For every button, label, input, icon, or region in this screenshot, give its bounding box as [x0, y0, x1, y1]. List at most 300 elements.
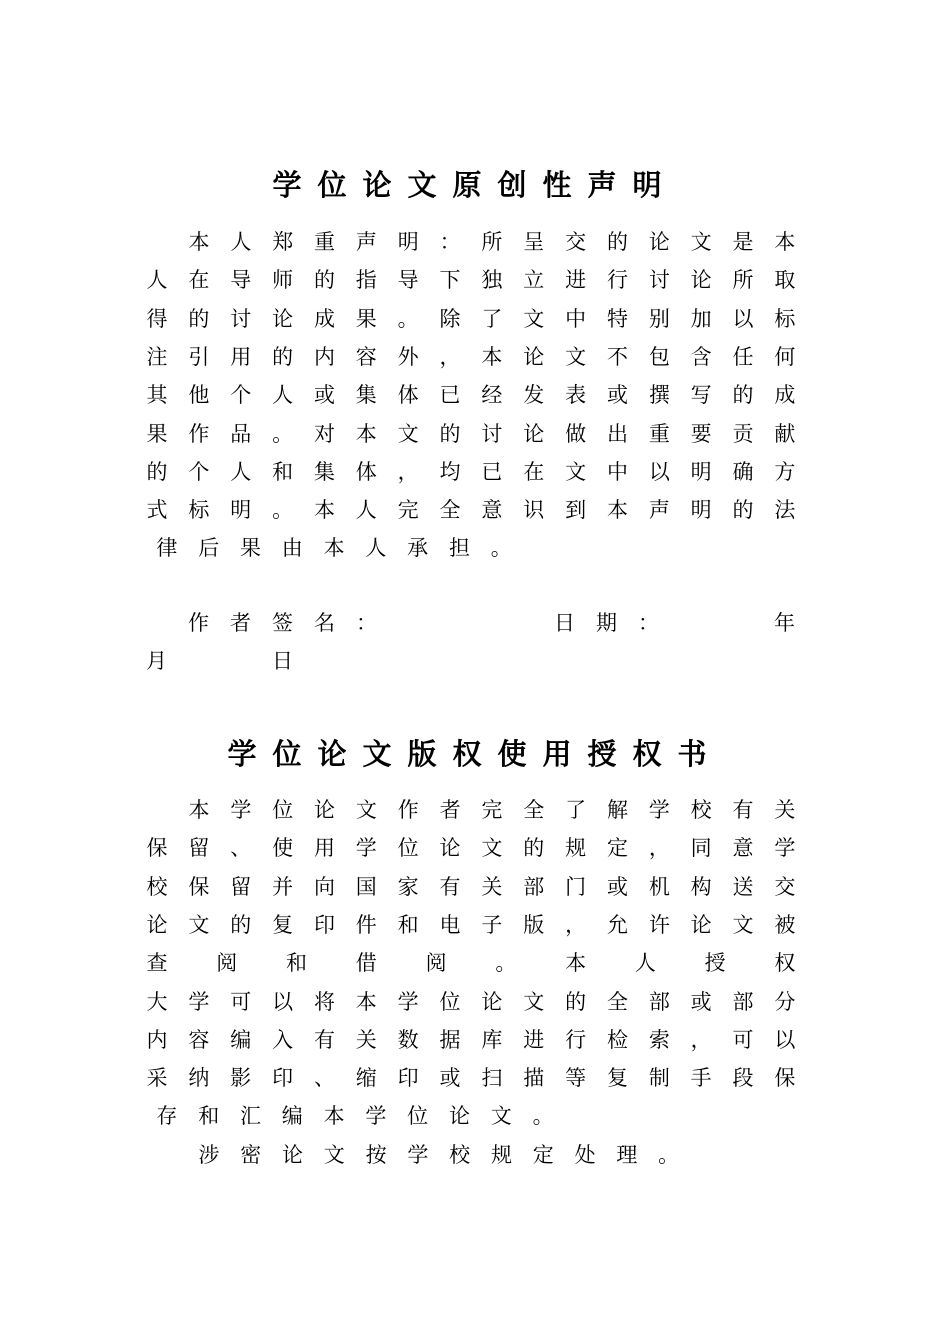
text-char: 文: [355, 798, 377, 822]
text-char: 等: [565, 1066, 587, 1091]
text-char: 入: [272, 1027, 294, 1052]
text-char: 向: [313, 874, 335, 899]
text-char: 意: [481, 498, 503, 523]
text-char: 索: [648, 1027, 670, 1052]
text-char: 律: [156, 536, 178, 561]
text-char: 本: [355, 989, 377, 1014]
text-char: 和: [198, 1104, 220, 1129]
text-char: 下: [439, 268, 461, 293]
text-char: 进: [523, 1027, 545, 1052]
text-char: 阅: [425, 951, 447, 976]
text-char: 可: [732, 1027, 754, 1052]
day-label: 日: [272, 649, 293, 673]
text-char: 标: [188, 498, 210, 523]
text-char: 论: [690, 268, 712, 293]
text-line: [146, 453, 796, 491]
text-char: 人: [146, 268, 168, 293]
text-char: 印: [313, 912, 335, 937]
text-char: 确: [732, 459, 754, 484]
text-char: 学: [774, 836, 796, 861]
text-line: [146, 1021, 796, 1059]
text-char: 使: [272, 836, 294, 861]
text-char: 或: [439, 1066, 461, 1091]
text-char: 同: [690, 836, 712, 861]
text-char: 者: [439, 798, 461, 822]
text-char: 扫: [481, 1066, 503, 1091]
text-char: 体: [355, 459, 377, 484]
text-char: 学: [397, 989, 419, 1014]
originality-statement-title: 学位论文原创性声明: [272, 168, 678, 202]
text-char: 文: [490, 1104, 512, 1129]
text-char: 文: [523, 989, 545, 1014]
text-char: 全: [606, 989, 628, 1014]
text-char: 果: [355, 306, 377, 331]
text-char: 内: [146, 1027, 168, 1052]
text-char: 段: [732, 1066, 754, 1091]
text-char: 完: [481, 798, 503, 822]
text-line: [188, 791, 796, 829]
text-char: 本: [188, 230, 210, 254]
text-char: 以: [774, 1027, 796, 1052]
text-char: 对: [313, 421, 335, 446]
text-char: 留: [188, 836, 210, 861]
text-char: 注: [146, 344, 168, 369]
text-char: 导: [397, 268, 419, 293]
text-char: 的: [146, 459, 168, 484]
text-char: 作: [397, 798, 419, 822]
text-char: 和: [272, 459, 294, 484]
text-char: 本: [188, 798, 210, 822]
text-char: 文: [565, 344, 587, 369]
text-line: [146, 415, 796, 453]
text-char: 外: [397, 344, 419, 369]
text-char: 或: [606, 383, 628, 408]
text-char: 留: [230, 874, 252, 899]
text-char: 论: [439, 836, 461, 861]
text-char: 处: [574, 1142, 596, 1167]
text-char: 独: [481, 268, 503, 293]
text-char: 后: [198, 536, 220, 561]
text-char: 表: [565, 383, 587, 408]
text-char: 的: [565, 989, 587, 1014]
text-char: 采: [146, 1066, 168, 1091]
text-char: 将: [313, 989, 335, 1014]
text-char: 中: [606, 459, 628, 484]
text-char: 关: [481, 874, 503, 899]
text-char: 行: [606, 268, 628, 293]
text-char: 集: [313, 459, 335, 484]
text-char: 的: [606, 230, 628, 254]
text-char: 编: [281, 1104, 303, 1129]
text-char: 解: [606, 798, 628, 822]
text-char: 复: [606, 1066, 628, 1091]
text-char: 集: [355, 383, 377, 408]
text-char: 的: [272, 344, 294, 369]
text-char: 发: [523, 383, 545, 408]
text-char: 借: [355, 951, 377, 976]
text-char: 取: [774, 268, 796, 293]
text-char: 国: [355, 874, 377, 899]
text-char: 学: [230, 798, 252, 822]
text-char: 论: [448, 1104, 470, 1129]
text-char: 方: [774, 459, 796, 484]
text-char: 得: [146, 306, 168, 331]
text-line: [146, 338, 796, 376]
text-char: 声: [355, 230, 377, 254]
text-char: 门: [565, 874, 587, 899]
text-char: 学: [648, 798, 670, 822]
text-char: 明: [230, 498, 252, 523]
text-char: 或: [690, 989, 712, 1014]
text-char: 所: [481, 230, 503, 254]
text-char: 校: [146, 874, 168, 899]
text-line: [188, 223, 796, 261]
text-char: 经: [481, 383, 503, 408]
text-char: 导: [230, 268, 252, 293]
text-line: [146, 906, 796, 944]
text-char: 编: [230, 1027, 252, 1052]
text-char: 论: [648, 230, 670, 254]
text-char: 或: [606, 874, 628, 899]
text-char: 明: [397, 230, 419, 254]
text-char: 全: [439, 498, 461, 523]
text-char: 和: [397, 912, 419, 937]
text-char: 文: [690, 230, 712, 254]
text-char: 郑: [272, 230, 294, 254]
year-label: 年: [774, 611, 795, 635]
text-char: 据: [439, 1027, 461, 1052]
text-char: 成: [313, 306, 335, 331]
text-char: 以: [732, 306, 754, 331]
text-char: 加: [690, 306, 712, 331]
text-char: 有: [732, 798, 754, 822]
text-char: 的: [313, 268, 335, 293]
text-char: 部: [732, 989, 754, 1014]
text-char: 本: [323, 536, 345, 561]
text-char: 位: [272, 798, 294, 822]
text-char: 论: [523, 344, 545, 369]
text-char: 按: [365, 1142, 387, 1167]
text-char: 的: [188, 306, 210, 331]
text-char: 用: [313, 836, 335, 861]
text-char: 存: [156, 1104, 178, 1129]
text-char: 保: [774, 1066, 796, 1091]
text-char: 文: [188, 912, 210, 937]
text-char: 个: [230, 383, 252, 408]
text-char: 论: [146, 912, 168, 937]
text-char: 贡: [732, 421, 754, 446]
text-char: 式: [146, 498, 168, 523]
text-char: 涉: [198, 1142, 220, 1167]
text-char: 指: [355, 268, 377, 293]
text-char: ，: [565, 912, 587, 937]
text-char: 纳: [188, 1066, 210, 1091]
text-char: 数: [397, 1027, 419, 1052]
text-char: 查: [146, 951, 168, 976]
text-char: 复: [272, 912, 294, 937]
text-char: 汇: [239, 1104, 261, 1129]
text-char: 讨: [481, 421, 503, 446]
text-char: 构: [690, 874, 712, 899]
text-char: 的: [523, 836, 545, 861]
text-char: 文: [565, 459, 587, 484]
text-char: 位: [407, 1104, 429, 1129]
text-char: ，: [690, 1027, 712, 1052]
text-char: 和: [286, 951, 308, 976]
text-char: 论: [272, 306, 294, 331]
text-char: 学: [188, 989, 210, 1014]
text-char: 由: [281, 536, 303, 561]
text-char: 明: [690, 459, 712, 484]
text-char: 作: [188, 421, 210, 446]
text-char: 版: [523, 912, 545, 937]
text-line: [146, 829, 796, 867]
text-char: 人: [634, 951, 656, 976]
text-char: 容: [188, 1027, 210, 1052]
text-char: 出: [606, 421, 628, 446]
text-line: [146, 983, 796, 1021]
text-char: 大: [146, 989, 168, 1014]
text-char: 权: [774, 951, 796, 976]
text-char: 中: [565, 306, 587, 331]
text-char: ：: [439, 230, 461, 254]
text-char: 在: [523, 459, 545, 484]
text-char: 成: [774, 383, 796, 408]
text-char: 保: [146, 836, 168, 861]
text-char: 库: [481, 1027, 503, 1052]
text-char: 检: [606, 1027, 628, 1052]
text-char: 允: [606, 912, 628, 937]
text-char: 并: [272, 874, 294, 899]
text-char: 以: [648, 459, 670, 484]
text-char: 。: [272, 498, 294, 523]
text-char: 机: [648, 874, 670, 899]
text-char: 完: [397, 498, 419, 523]
text-char: 均: [439, 459, 461, 484]
text-char: 本: [355, 421, 377, 446]
text-char: 到: [565, 498, 587, 523]
text-char: 电: [439, 912, 461, 937]
text-line: [146, 868, 796, 906]
text-char: ，: [648, 836, 670, 861]
text-char: 文: [732, 912, 754, 937]
text-char: 全: [523, 798, 545, 822]
text-char: 交: [774, 874, 796, 899]
text-char: 部: [648, 989, 670, 1014]
text-char: 声: [648, 498, 670, 523]
text-char: 。: [272, 421, 294, 446]
text-char: 本: [774, 230, 796, 254]
text-char: 。: [532, 1104, 554, 1129]
text-char: 以: [272, 989, 294, 1014]
text-char: 重: [314, 230, 336, 254]
text-char: 手: [690, 1066, 712, 1091]
text-char: 论: [523, 421, 545, 446]
text-char: 人: [355, 498, 377, 523]
text-char: 做: [565, 421, 587, 446]
text-char: 定: [606, 836, 628, 861]
text-char: 意: [732, 836, 754, 861]
text-char: 人: [365, 536, 387, 561]
text-char: 。: [397, 306, 419, 331]
text-char: 、: [230, 836, 252, 861]
text-char: 不: [606, 344, 628, 369]
text-char: 校: [690, 798, 712, 822]
text-char: 其: [146, 383, 168, 408]
text-char: 位: [397, 836, 419, 861]
text-char: 果: [146, 421, 168, 446]
text-line: [146, 1097, 796, 1135]
text-line: [188, 1136, 796, 1174]
author-signature-label: 作者签名：: [188, 611, 398, 635]
text-char: 规: [490, 1142, 512, 1167]
text-char: 所: [732, 268, 754, 293]
text-line: [146, 944, 796, 982]
text-char: 了: [481, 306, 503, 331]
text-char: 要: [690, 421, 712, 446]
text-char: 本: [565, 951, 587, 976]
text-char: 被: [774, 912, 796, 937]
text-char: 论: [314, 798, 336, 822]
text-char: 论: [281, 1142, 303, 1167]
text-char: 包: [648, 344, 670, 369]
date-label: 日期：: [554, 611, 680, 635]
text-char: 识: [523, 498, 545, 523]
text-line: [146, 261, 796, 299]
text-char: 文: [323, 1142, 345, 1167]
text-char: 文: [397, 421, 419, 446]
text-char: 理: [616, 1142, 638, 1167]
text-char: 保: [188, 874, 210, 899]
text-char: 内: [313, 344, 335, 369]
text-char: 学: [355, 836, 377, 861]
text-char: 讨: [648, 268, 670, 293]
text-char: 容: [355, 344, 377, 369]
text-char: 位: [439, 989, 461, 1014]
text-char: 人: [230, 459, 252, 484]
text-char: 人: [230, 230, 252, 254]
text-char: 立: [523, 268, 545, 293]
text-char: 件: [355, 912, 377, 937]
text-line: [146, 529, 796, 567]
text-char: 阅: [216, 951, 238, 976]
text-char: 论: [481, 989, 503, 1014]
text-char: 进: [565, 268, 587, 293]
text-char: 送: [732, 874, 754, 899]
text-char: 或: [313, 383, 335, 408]
text-line: [146, 300, 796, 338]
text-char: 本: [481, 344, 503, 369]
text-char: 描: [523, 1066, 545, 1091]
text-char: 已: [481, 459, 503, 484]
text-char: 个: [188, 459, 210, 484]
text-char: ，: [439, 344, 461, 369]
text-char: 。: [658, 1142, 680, 1167]
text-char: 子: [481, 912, 503, 937]
text-char: 品: [230, 421, 252, 446]
text-char: 献: [774, 421, 796, 446]
text-char: 别: [648, 306, 670, 331]
text-char: 授: [704, 951, 726, 976]
text-char: 校: [449, 1142, 471, 1167]
text-char: 呈: [523, 230, 545, 254]
text-char: 交: [565, 230, 587, 254]
text-char: 有: [439, 874, 461, 899]
text-char: 除: [439, 306, 461, 331]
text-char: 本: [606, 498, 628, 523]
text-char: 重: [648, 421, 670, 446]
text-char: 含: [690, 344, 712, 369]
text-char: 有: [313, 1027, 335, 1052]
text-char: 可: [230, 989, 252, 1014]
text-char: 人: [272, 383, 294, 408]
copyright-authorization-title: 学位论文版权使用授权书: [227, 737, 723, 771]
month-label: 月: [146, 649, 167, 673]
text-char: 制: [648, 1066, 670, 1091]
text-char: 文: [481, 836, 503, 861]
text-char: 何: [774, 344, 796, 369]
text-char: 任: [732, 344, 754, 369]
text-char: 的: [732, 383, 754, 408]
text-char: 。: [495, 951, 517, 976]
text-char: 学: [407, 1142, 429, 1167]
text-char: 的: [732, 498, 754, 523]
text-char: 缩: [355, 1066, 377, 1091]
text-char: 学: [365, 1104, 387, 1129]
text-char: 在: [188, 268, 210, 293]
text-char: 引: [188, 344, 210, 369]
text-char: 承: [407, 536, 429, 561]
text-char: 关: [355, 1027, 377, 1052]
text-char: 本: [323, 1104, 345, 1129]
text-char: 担: [448, 536, 470, 561]
text-char: 影: [230, 1066, 252, 1091]
text-char: 定: [532, 1142, 554, 1167]
text-char: 文: [523, 306, 545, 331]
text-char: 密: [240, 1142, 262, 1167]
text-char: 论: [690, 912, 712, 937]
text-char: 法: [774, 498, 796, 523]
text-line: [146, 491, 796, 529]
text-char: 、: [313, 1066, 335, 1091]
text-char: 讨: [230, 306, 252, 331]
text-char: 分: [774, 989, 796, 1014]
text-char: 用: [230, 344, 252, 369]
text-char: 印: [397, 1066, 419, 1091]
text-char: 的: [230, 912, 252, 937]
text-char: 果: [239, 536, 261, 561]
text-char: 特: [606, 306, 628, 331]
text-char: 印: [272, 1066, 294, 1091]
text-char: 师: [272, 268, 294, 293]
text-char: 已: [439, 383, 461, 408]
text-line: [146, 376, 796, 414]
text-char: 家: [397, 874, 419, 899]
text-char: 写: [690, 383, 712, 408]
text-char: 标: [774, 306, 796, 331]
text-char: 许: [648, 912, 670, 937]
text-char: 规: [565, 836, 587, 861]
text-char: 。: [490, 536, 512, 561]
text-char: 关: [774, 798, 796, 822]
text-char: 行: [565, 1027, 587, 1052]
text-char: ，: [397, 459, 419, 484]
text-char: 体: [397, 383, 419, 408]
text-char: 撰: [648, 383, 670, 408]
text-char: 了: [565, 798, 587, 822]
text-char: 本: [313, 498, 335, 523]
text-line: [146, 1059, 796, 1097]
